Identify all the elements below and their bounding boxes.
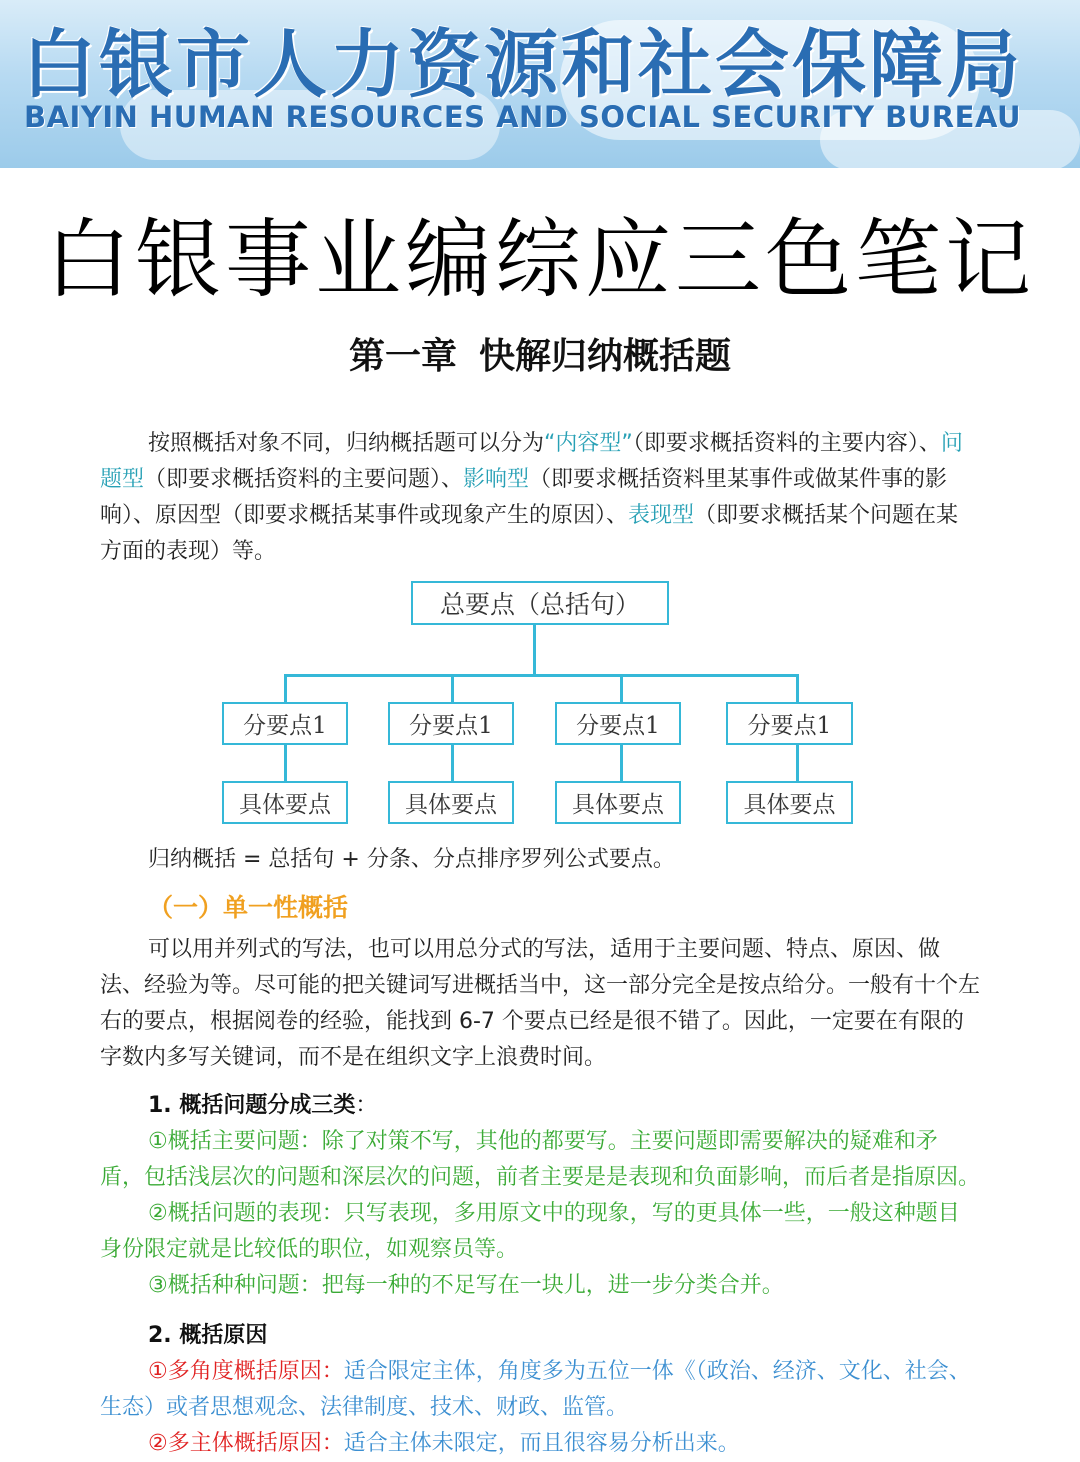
diagram-detail-box <box>222 781 348 824</box>
diagram-detail-box <box>388 781 514 824</box>
subsection-heading: 2. 概括原因 <box>148 1323 268 1348</box>
diagram-connector <box>451 674 454 702</box>
diagram-connector <box>284 745 287 781</box>
intro-text: （即要求概括某个问题在某方面的表现）等。 <box>100 503 959 564</box>
list-item <box>100 1354 980 1426</box>
diagram-connector <box>451 745 454 781</box>
list-item <box>100 1124 980 1196</box>
diagram-connector <box>620 674 623 702</box>
diagram-connector <box>533 625 536 675</box>
list-item-text: ③概括种种问题：把每一种的不足写在一块儿，进一步分类合并。 <box>148 1273 784 1298</box>
keyword-content-type: “内容型” <box>544 431 633 456</box>
list-item <box>100 1268 980 1304</box>
list-item-label: ①多角度概括原因： <box>148 1359 344 1384</box>
intro-text: （即要求概括资料的主要问题）、 <box>144 467 464 492</box>
chapter-heading <box>0 328 1080 379</box>
section-heading: （一）单一性概括 <box>148 893 349 922</box>
list-item-text: ②概括问题的表现：只写表现，多用原文中的现象，写的更具体一些，一般这种题目身份限定就是比较低的职位，如观察员等。 <box>100 1201 960 1262</box>
intro-text: （即要求概括资料的主要内容）、 <box>632 431 941 456</box>
chapter-number: 第一章 <box>348 336 457 377</box>
diagram-branch-box <box>222 702 348 745</box>
diagram-branch-box <box>555 702 681 745</box>
intro-text: （即要求概括资料里某事件或做某件事的影响）、原因型（即要求概括某事件或现象产生的原因）、 <box>100 467 948 528</box>
subsection-colon: ： <box>355 1093 378 1118</box>
summary-structure-diagram <box>0 575 1080 835</box>
diagram-detail-label: 具体要点 <box>743 792 836 818</box>
diagram-connector <box>284 674 799 677</box>
intro-paragraph <box>100 426 980 570</box>
cause-list <box>100 1354 980 1462</box>
diagram-detail-label: 具体要点 <box>405 792 497 818</box>
diagram-branch-box <box>388 702 514 745</box>
diagram-branch-box <box>726 702 853 745</box>
formula-line: 归纳概括 = 总括句 + 分条、分点排序罗列公式要点。 <box>148 847 675 872</box>
list-item <box>100 1426 980 1462</box>
keyword-impact-type: 影响型 <box>463 467 530 492</box>
keyword-problem-type: 问题型 <box>100 431 963 492</box>
diagram-top-box <box>411 581 669 625</box>
diagram-detail-label: 具体要点 <box>572 792 664 818</box>
diagram-branch-label: 分要点1 <box>243 713 327 739</box>
diagram-branch-label: 分要点1 <box>409 713 493 739</box>
list-item-label: ②多主体概括原因： <box>148 1431 344 1456</box>
diagram-detail-box <box>555 781 681 824</box>
diagram-connector <box>796 674 799 702</box>
subsection-title: 1. 概括问题分成三类 <box>148 1093 356 1118</box>
intro-text: 按照概括对象不同，归纳概括题可以分为 <box>148 431 545 456</box>
bureau-name: 白银市人力资源和社会保障局 <box>22 22 1023 108</box>
diagram-detail-label: 具体要点 <box>239 792 331 818</box>
subsection-heading <box>148 1088 377 1124</box>
document-title: 白银事业编综应三色笔记 <box>45 210 1035 310</box>
diagram-top-label: 总要点（总括句） <box>439 590 640 619</box>
header-banner <box>0 0 1080 168</box>
diagram-branch-label: 分要点1 <box>747 713 832 739</box>
problem-types-list <box>100 1124 980 1304</box>
list-item-text: 适合限定主体，角度多为五位一体《（政治、经济、文化、社会、生态）或者思想观念、法律制度、技术、财政、监管。 <box>100 1359 971 1420</box>
diagram-connector <box>284 674 287 702</box>
keyword-manifestation-type: 表现型 <box>628 503 695 528</box>
bureau-name-english: BAIYIN HUMAN RESOURCES AND SOCIAL SECURITY BUREAU <box>24 100 1022 134</box>
diagram-branch-label: 分要点1 <box>576 713 660 739</box>
section-body-text: 可以用并列式的写法，也可以用总分式的写法，适用于主要问题、特点、原因、做法、经验为等。尽可能的把关键词写进概括当中，这一部分完全是按点给分。一般有十个左右的要点，根据阅卷的经验，能找到 6-7 个要点已经是很不错了。因此，一定要在有限的字数内多写关键词，而不是在组织文字上浪费时间。 <box>100 937 981 1070</box>
diagram-detail-box <box>726 781 853 824</box>
list-item <box>100 1196 980 1268</box>
section-paragraph <box>100 932 980 1076</box>
diagram-connector <box>796 745 799 781</box>
diagram-connector <box>620 745 623 781</box>
list-item-text: 适合主体未限定，而且很容易分析出来。 <box>343 1431 740 1456</box>
chapter-title: 快解归纳概括题 <box>479 336 732 377</box>
list-item-text: ①概括主要问题：除了对策不写，其他的都要写。主要问题即需要解决的疑难和矛盾，包括浅层次的问题和深层次的问题，前者主要是是表现和负面影响，而后者是指原因。 <box>100 1129 981 1190</box>
